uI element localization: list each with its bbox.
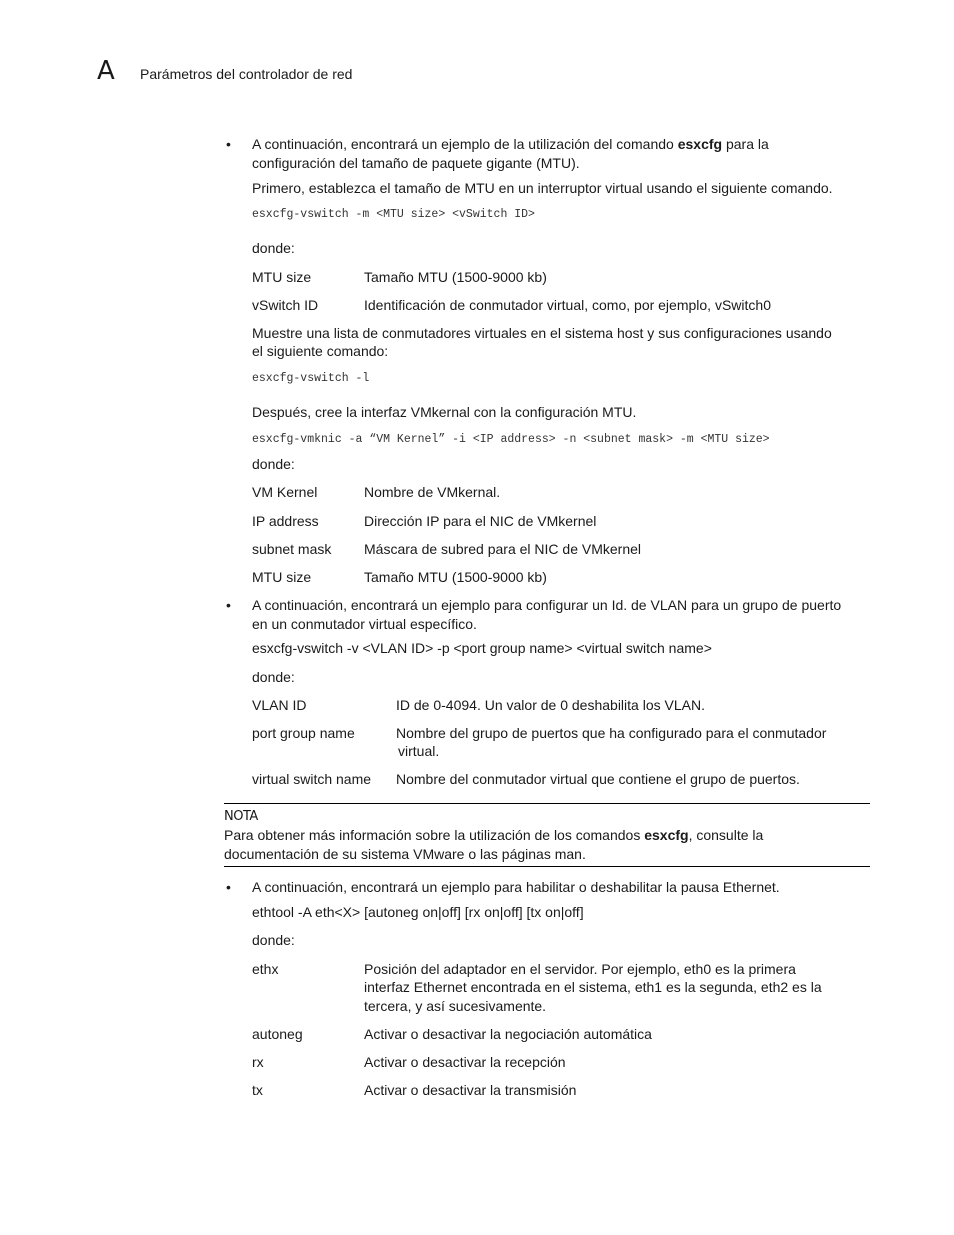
code-vmknic: esxcfg-vmknic -a “VM Kernel” -i <IP address> -n <subnet mask> -m <MTU size> <box>252 433 770 446</box>
note-line1 <box>224 826 763 844</box>
param-desc: Nombre del conmutador virtual que contiene el grupo de puertos. <box>396 771 800 787</box>
text-span: , consulte la <box>688 827 764 843</box>
section3-intro: A continuación, encontrará un ejemplo para habilitar o deshabilitar la pausa Ethernet. <box>252 879 780 895</box>
param-desc: Activar o desactivar la negociación automática <box>364 1026 652 1042</box>
section2-command: esxcfg-vswitch -v <VLAN ID> -p <port group name> <virtual switch name> <box>252 640 712 656</box>
where-label: donde: <box>252 932 295 948</box>
section3-command: ethtool -A eth<X> [autoneg on|off] [rx on|off] [tx on|off] <box>252 904 584 920</box>
appendix-letter: A <box>97 56 115 86</box>
param-desc: Tamaño MTU (1500-9000 kb) <box>364 269 547 285</box>
note-top-rule <box>224 803 870 804</box>
param-desc: Activar o desactivar la transmisión <box>364 1082 577 1098</box>
command-name: esxcfg <box>677 136 723 152</box>
where-label: donde: <box>252 669 295 685</box>
param-desc-cont: interfaz Ethernet encontrada en el sistema, eth1 es la segunda, eth2 es la <box>364 979 822 995</box>
command-name: esxcfg <box>644 827 689 843</box>
param-desc: Tamaño MTU (1500-9000 kb) <box>364 569 547 585</box>
running-header-title: Parámetros del controlador de red <box>140 66 353 82</box>
param-term: virtual switch name <box>252 771 372 787</box>
param-desc-cont: virtual. <box>398 743 440 759</box>
param-desc: Posición del adaptador en el servidor. Por ejemplo, eth0 es la primera <box>364 961 796 977</box>
param-term: rx <box>252 1054 264 1070</box>
param-desc: Nombre de VMkernal. <box>364 484 501 500</box>
param-desc: ID de 0-4094. Un valor de 0 deshabilita los VLAN. <box>396 697 705 713</box>
param-term: port group name <box>252 725 355 741</box>
note-heading: NOTA <box>224 809 258 824</box>
text-span: A continuación, encontrará un ejemplo de la utilización del comando <box>252 136 678 152</box>
param-term: MTU size <box>252 269 312 285</box>
text-span: para la <box>722 136 769 152</box>
param-desc: Identificación de conmutador virtual, como, por ejemplo, vSwitch0 <box>364 297 771 313</box>
param-desc-cont: tercera, y así sucesivamente. <box>364 998 547 1014</box>
section1-step1: Primero, establezca el tamaño de MTU en un interruptor virtual usando el siguiente comando. <box>252 180 833 196</box>
note-bottom-rule <box>224 866 870 867</box>
param-desc: Nombre del grupo de puertos que ha configurado para el conmutador <box>396 725 827 741</box>
param-desc: Máscara de subred para el NIC de VMkernel <box>364 541 642 557</box>
param-term: MTU size <box>252 569 312 585</box>
bullet-marker: • <box>226 879 231 895</box>
where-label: donde: <box>252 456 295 472</box>
bullet-marker: • <box>226 597 231 613</box>
section1-step2-line2: el siguiente comando: <box>252 343 389 359</box>
text-span: Para obtener más información sobre la utilización de los comandos <box>224 827 645 843</box>
param-term: VLAN ID <box>252 697 307 713</box>
param-term: autoneg <box>252 1026 303 1042</box>
param-term: VM Kernel <box>252 484 318 500</box>
param-term: vSwitch ID <box>252 297 319 313</box>
section1-step2-line1: Muestre una lista de conmutadores virtuales en el sistema host y sus configuraciones usando <box>252 325 832 341</box>
param-term: IP address <box>252 513 319 529</box>
note-line2: documentación de su sistema VMware o las páginas man. <box>224 846 586 862</box>
section2-intro-line1: A continuación, encontrará un ejemplo para configurar un Id. de VLAN para un grupo de puerto <box>252 597 842 613</box>
param-desc: Activar o desactivar la recepción <box>364 1054 566 1070</box>
section1-intro-line1 <box>252 135 769 153</box>
param-term: subnet mask <box>252 541 332 557</box>
code-vswitch-mtu: esxcfg-vswitch -m <MTU size> <vSwitch ID> <box>252 208 535 221</box>
code-vswitch-list: esxcfg-vswitch -l <box>252 372 370 385</box>
param-desc: Dirección IP para el NIC de VMkernel <box>364 513 597 529</box>
param-term: ethx <box>252 961 279 977</box>
section1-intro-line2: configuración del tamaño de paquete gigante (MTU). <box>252 155 580 171</box>
section2-intro-line2: en un conmutador virtual específico. <box>252 616 477 632</box>
where-label: donde: <box>252 240 295 256</box>
bullet-marker: • <box>226 136 231 152</box>
param-term: tx <box>252 1082 263 1098</box>
section1-step3: Después, cree la interfaz VMkernal con la configuración MTU. <box>252 404 637 420</box>
